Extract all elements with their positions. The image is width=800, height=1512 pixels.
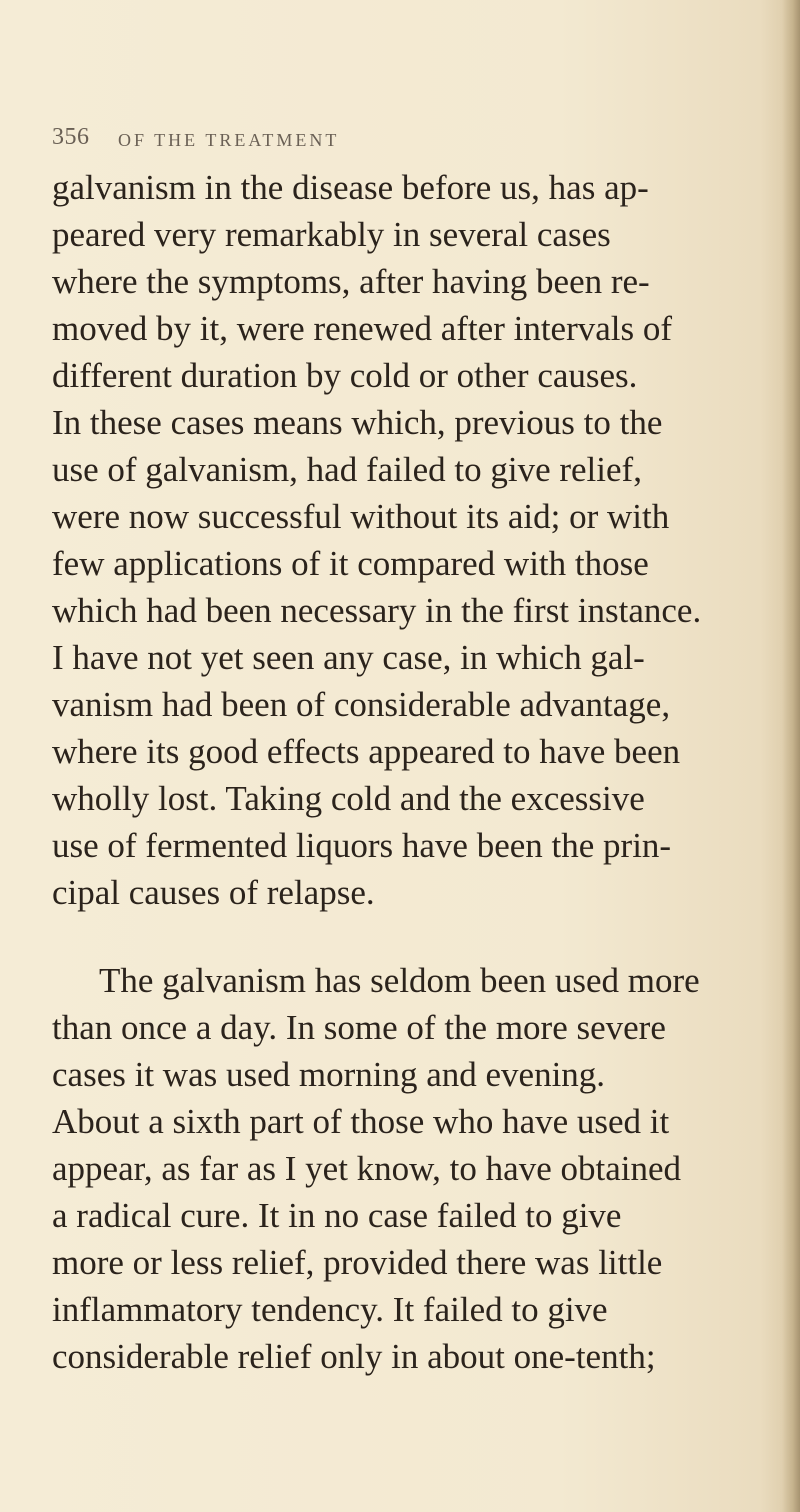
body-text [52, 164, 732, 1380]
text-line: vanism had been of considerable advantage, [52, 685, 671, 724]
text-line: where its good effects appeared to have been [52, 732, 681, 771]
text-line: use of fermented liquors have been the prin- [52, 826, 672, 865]
page-number: 356 [52, 124, 90, 150]
paragraph-gap [52, 916, 732, 957]
text-line: where the symptoms, after having been re- [52, 262, 650, 301]
text-line: peared very remarkably in several cases [52, 215, 611, 254]
text-line: inflammatory tendency. It failed to give [52, 1290, 608, 1329]
text-line: different duration by cold or other causes. [52, 356, 638, 395]
paragraph-2 [52, 957, 732, 1380]
text-line: which had been necessary in the first instance. [52, 591, 702, 630]
running-head: OF THE TREATMENT [118, 130, 340, 150]
text-line: considerable relief only in about one-tenth; [52, 1337, 656, 1376]
text-line: About a sixth part of those who have used it [52, 1102, 670, 1141]
text-line: a radical cure. It in no case failed to give [52, 1196, 622, 1235]
text-line: moved by it, were renewed after intervals of [52, 309, 673, 348]
text-line: I have not yet seen any case, in which gal- [52, 638, 645, 677]
page-header [52, 124, 612, 158]
text-line: cases it was used morning and evening. [52, 1055, 606, 1094]
text-line: use of galvanism, had failed to give relief, [52, 450, 642, 489]
text-line: wholly lost. Taking cold and the excessive [52, 779, 645, 818]
text-line: more or less relief, provided there was little [52, 1243, 663, 1282]
text-line: galvanism in the disease before us, has ap- [52, 168, 649, 207]
paragraph-1 [52, 164, 732, 916]
text-line: cipal causes of relapse. [52, 873, 375, 912]
text-line: were now successful without its aid; or with [52, 497, 670, 536]
page-edge-shadow [782, 0, 800, 1512]
text-line: few applications of it compared with those [52, 544, 649, 583]
text-line: The galvanism has seldom been used more [99, 961, 700, 1000]
text-line: appear, as far as I yet know, to have obtained [52, 1149, 681, 1188]
text-line: than once a day. In some of the more severe [52, 1008, 666, 1047]
text-line: In these cases means which, previous to the [52, 403, 663, 442]
